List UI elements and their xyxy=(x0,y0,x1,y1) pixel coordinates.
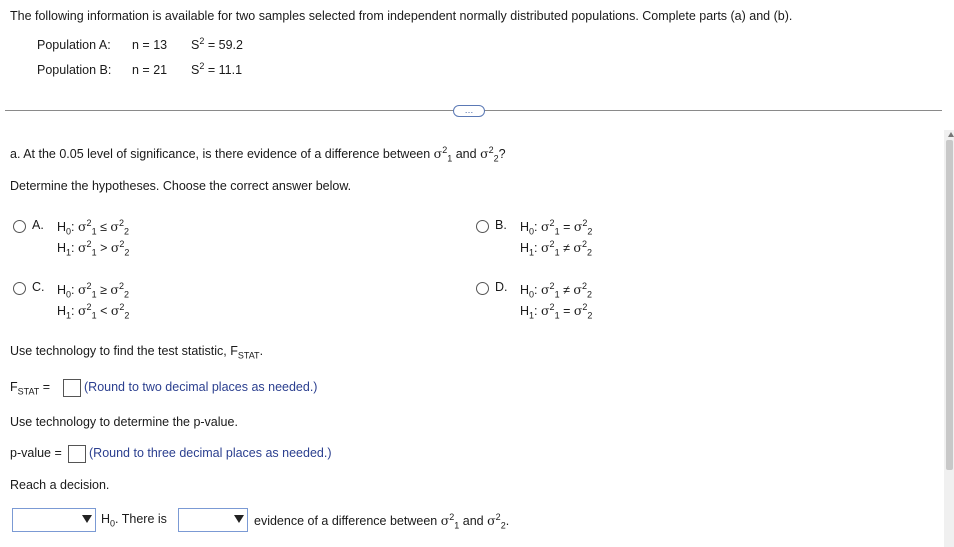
option-c-letter: C. xyxy=(32,280,45,294)
option-a-h1: $H_1$: $\sigma^2_1 > \sigma^2_2$ xyxy=(57,239,130,258)
fstat-label: $F_{STAT}$ = xyxy=(10,380,51,397)
variance-value: = 11.1 xyxy=(207,63,243,78)
intro-text: The following information is available for two samples selected from independent normally distributed populations. Complete parts (a) and (b). xyxy=(10,9,793,23)
decision-h0-text: $H_0$. There is xyxy=(101,512,167,529)
population-a-variance: $S^2 = 59.2$ xyxy=(191,36,243,53)
question-text: a. At the 0.05 level of significance, is there evidence of a difference between xyxy=(10,147,431,162)
chevron-down-icon xyxy=(82,515,92,523)
and-text: and xyxy=(455,147,477,162)
option-c-h1: $H_1$: $\sigma^2_1 < \sigma^2_2$ xyxy=(57,302,130,321)
option-b-radio[interactable] xyxy=(476,220,489,233)
scroll-up-icon[interactable] xyxy=(948,132,954,137)
option-d-radio[interactable] xyxy=(476,282,489,295)
population-a-n: n = 13 xyxy=(132,38,168,52)
scrollbar-thumb[interactable] xyxy=(946,140,953,470)
population-b-label: Population B: xyxy=(37,63,112,77)
fstat-hint: (Round to two decimal places as needed.) xyxy=(84,380,318,394)
variance-symbol: S xyxy=(191,63,200,78)
option-d-letter: D. xyxy=(495,280,508,294)
pvalue-label: p-value = xyxy=(10,446,62,460)
decision-tail-text: evidence of a difference between $\sigma^2_1$ and $\sigma^2_2$. xyxy=(254,512,510,531)
variance-symbol: S xyxy=(191,38,200,53)
fstat-instruction: Use technology to find the test statistic, $F_{STAT}$. xyxy=(10,344,264,361)
chevron-down-icon xyxy=(234,515,244,523)
variance-value: = 59.2 xyxy=(207,38,243,53)
decision-evidence-select[interactable] xyxy=(178,508,248,532)
fstat-input[interactable] xyxy=(63,379,81,397)
option-b-h0: $H_0$: $\sigma^2_1 = \sigma^2_2$ xyxy=(520,218,593,237)
sigma-symbol: σ xyxy=(480,146,489,162)
option-c-radio[interactable] xyxy=(13,282,26,295)
pvalue-input[interactable] xyxy=(68,445,86,463)
option-b-letter: B. xyxy=(495,218,507,232)
population-b-n: n = 21 xyxy=(132,63,168,77)
option-d-h0: $H_0$: $\sigma^2_1 \ne \sigma^2_2$ xyxy=(520,281,592,300)
pvalue-instruction: Use technology to determine the p-value. xyxy=(10,415,238,429)
option-a-letter: A. xyxy=(32,218,44,232)
option-b-h1: $H_1$: $\sigma^2_1 \ne \sigma^2_2$ xyxy=(520,239,592,258)
option-a-h0: $H_0$: $\sigma^2_1 \le \sigma^2_2$ xyxy=(57,218,129,237)
part-a-question: a. At the 0.05 level of significance, is there evidence of a difference between $\sigma^2_1$ and $\sigma^2_2$? xyxy=(10,145,506,164)
option-c-h0: $H_0$: $\sigma^2_1 \ge \sigma^2_2$ xyxy=(57,281,129,300)
more-button[interactable]: … xyxy=(453,105,485,117)
option-a-radio[interactable] xyxy=(13,220,26,233)
population-b-variance: $S^2 = 11.1$ xyxy=(191,61,243,78)
pvalue-hint: (Round to three decimal places as needed.) xyxy=(89,446,332,460)
option-d-h1: $H_1$: $\sigma^2_1 = \sigma^2_2$ xyxy=(520,302,593,321)
population-a-label: Population A: xyxy=(37,38,111,52)
decision-reject-select[interactable] xyxy=(12,508,96,532)
sigma-symbol: σ xyxy=(433,146,443,162)
hypotheses-instruction: Determine the hypotheses. Choose the correct answer below. xyxy=(10,179,352,193)
decision-label: Reach a decision. xyxy=(10,478,110,492)
